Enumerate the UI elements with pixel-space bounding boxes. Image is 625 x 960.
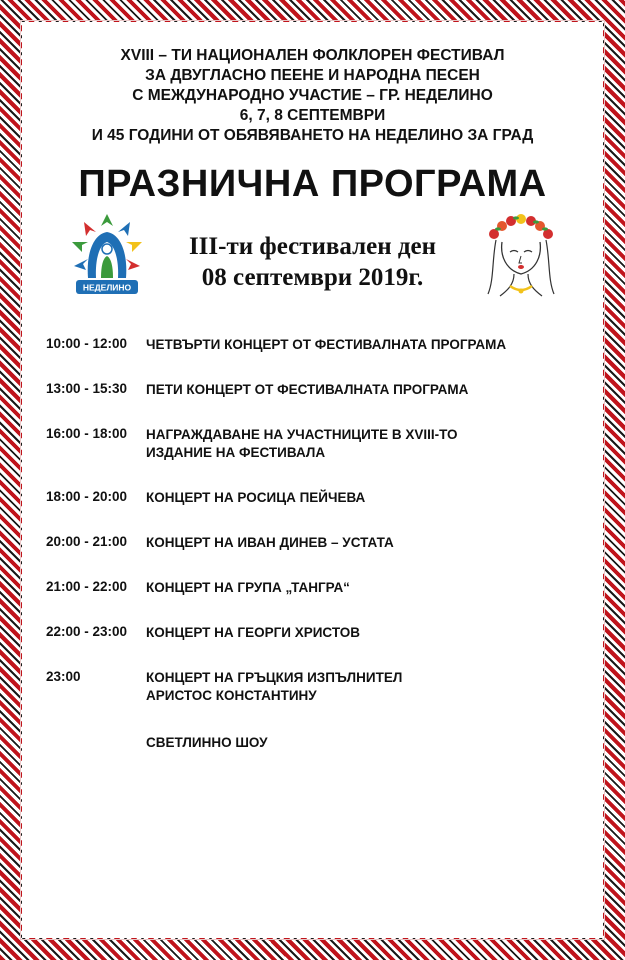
event-line: ИЗДАНИЕ НА ФЕСТИВАЛА (146, 445, 326, 460)
schedule-time: 13:00 - 15:30 (46, 381, 128, 396)
header-line-1: XVIII – ТИ НАЦИОНАЛЕН ФОЛКЛОРЕН ФЕСТИВАЛ (120, 47, 505, 64)
logo-label: НЕДЕЛИНО (82, 282, 132, 293)
page-title: ПРАЗНИЧНА ПРОГРАМА (78, 163, 547, 205)
schedule-time: 18:00 - 20:00 (46, 489, 128, 504)
folk-girl-illustration (478, 212, 562, 300)
inner-border-line (20, 20, 605, 940)
event-line: КОНЦЕРТ НА ГЕОРГИ ХРИСТОВ (146, 625, 360, 640)
event-line: АРИСТОС КОНСТАНТИНУ (146, 688, 317, 703)
header-line-2: ЗА ДВУГЛАСНО ПЕЕНЕ И НАРОДНА ПЕСЕН (145, 67, 480, 84)
event-line: КОНЦЕРТ НА ГРУПА „ТАНГРА“ (146, 580, 350, 595)
schedule-event (146, 534, 394, 552)
event-line: ЧЕТВЪРТИ КОНЦЕРТ ОТ ФЕСТИВАЛНАТА ПРОГРАМА (146, 337, 507, 352)
event-line: ПЕТИ КОНЦЕРТ ОТ ФЕСТИВАЛНАТА ПРОГРАМА (146, 382, 469, 397)
day-line-1: III-ти фестивален ден (188, 233, 437, 260)
flower-wreath (489, 214, 553, 239)
event-line: КОНЦЕРТ НА ИВАН ДИНЕВ – УСТАТА (146, 535, 394, 550)
header-line-5: И 45 ГОДИНИ ОТ ОБЯВЯВАНЕТО НА НЕДЕЛИНО ЗА ГРАД (91, 127, 534, 144)
header-line-4: 6, 7, 8 СЕПТЕМВРИ (239, 107, 386, 124)
schedule-event (146, 624, 360, 642)
day-line-2: 08 септември 2019г. (201, 264, 424, 291)
event-line: КОНЦЕРТ НА РОСИЦА ПЕЙЧЕВА (146, 490, 366, 505)
schedule-time: 23:00 (46, 669, 81, 684)
festival-day (150, 231, 475, 293)
schedule-time: 21:00 - 22:00 (46, 579, 128, 594)
event-line: СВЕТЛИННО ШОУ (146, 735, 268, 750)
schedule-time: 10:00 - 12:00 (46, 336, 128, 351)
schedule-event (146, 579, 350, 597)
schedule-time: 16:00 - 18:00 (46, 426, 128, 441)
schedule-event (146, 426, 458, 462)
schedule-event (146, 381, 468, 399)
schedule-event (146, 336, 506, 354)
schedule-time: 20:00 - 21:00 (46, 534, 128, 549)
schedule-time: 22:00 - 23:00 (46, 624, 128, 639)
nedelino-logo (68, 212, 146, 298)
header-line-3: С МЕЖДУНАРОДНО УЧАСТИЕ – ГР. НЕДЕЛИНО (132, 87, 493, 104)
festival-header (40, 46, 585, 146)
event-line: КОНЦЕРТ НА ГРЪЦКИЯ ИЗПЪЛНИТЕЛ (146, 670, 403, 685)
schedule-event (146, 734, 267, 752)
schedule-event (146, 669, 402, 705)
schedule-event (146, 489, 365, 507)
event-line: НАГРАЖДАВАНЕ НА УЧАСТНИЦИТЕ В XVIII-ТО (146, 427, 458, 442)
